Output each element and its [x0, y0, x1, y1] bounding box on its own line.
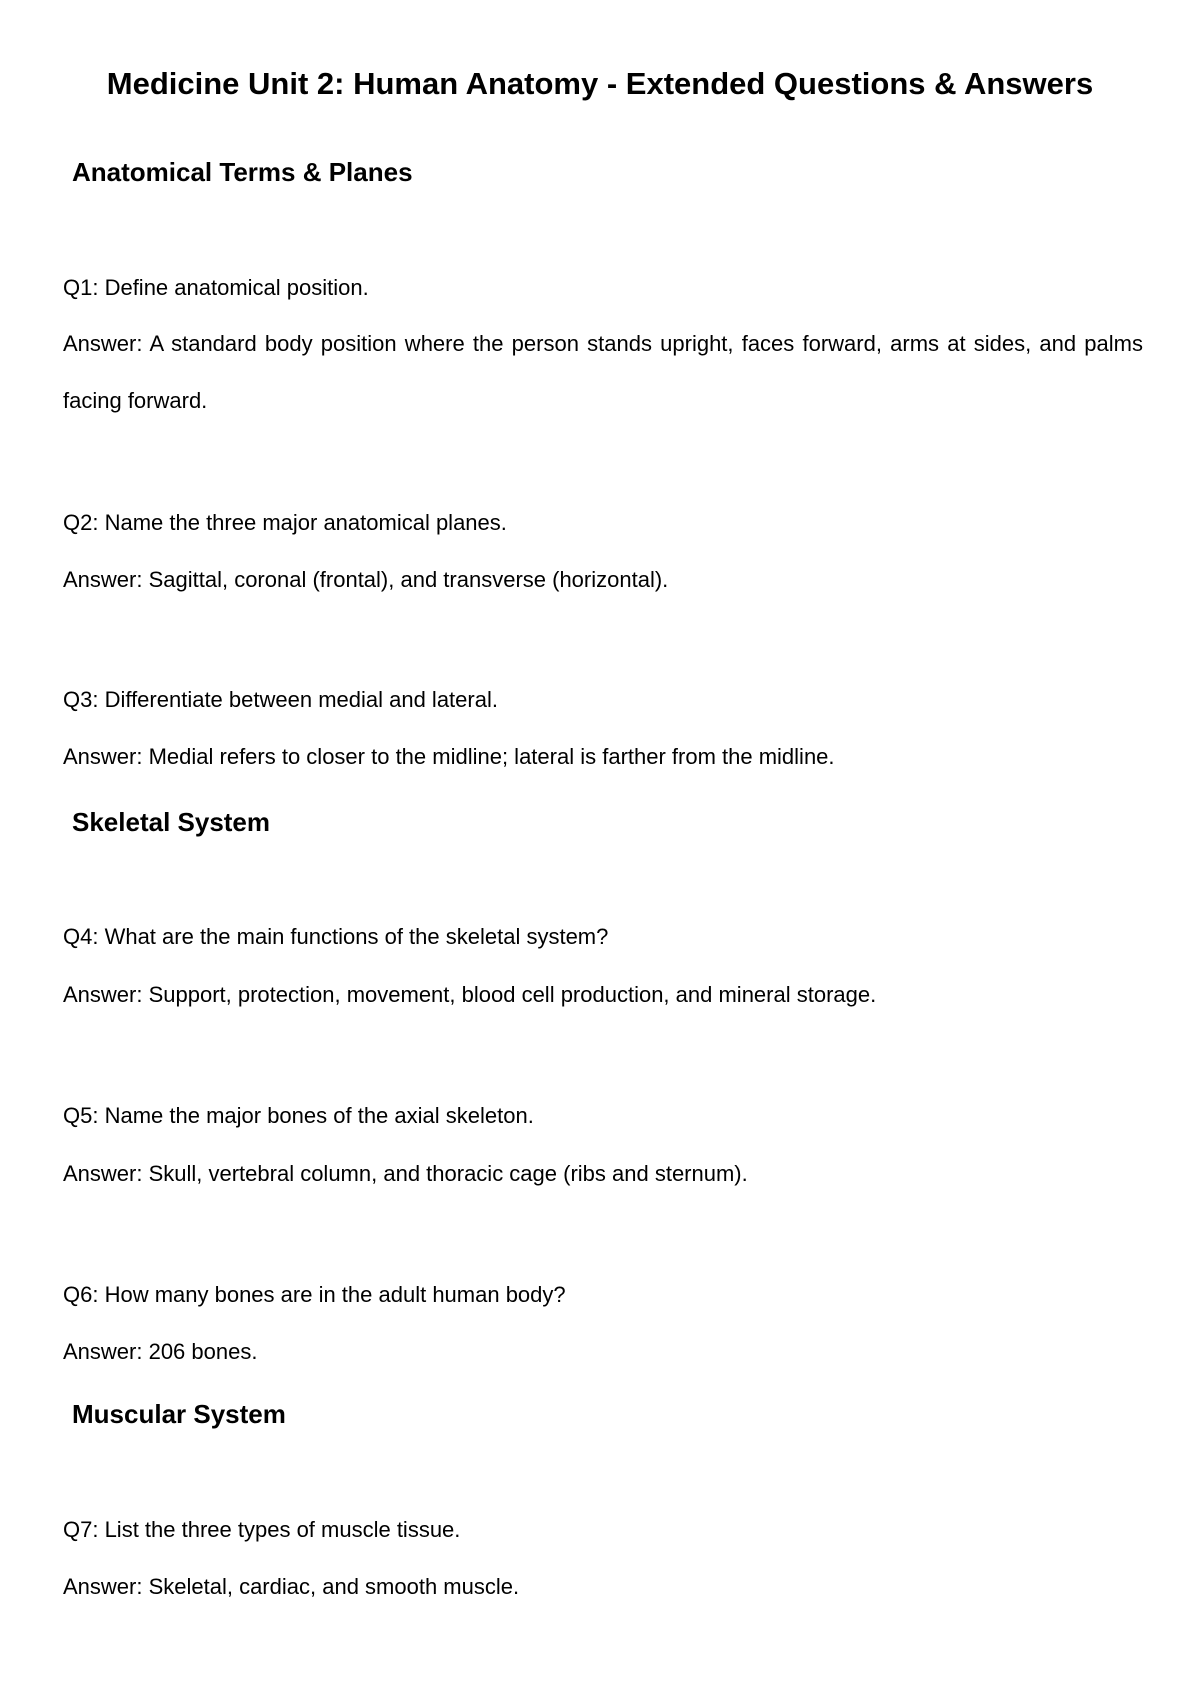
answer-q3: Answer: Medial refers to closer to the midline; lateral is farther from the midline.	[63, 744, 835, 769]
question-q4: Q4: What are the main functions of the skeletal system?	[63, 924, 609, 949]
answer-q7: Answer: Skeletal, cardiac, and smooth muscle.	[63, 1574, 520, 1599]
question-q1: Q1: Define anatomical position.	[63, 275, 369, 300]
answer-q1: Answer: A standard body position where the person stands upright, faces forward, arms at sides, and palms facing forward.	[63, 331, 1143, 413]
answer-q4: Answer: Support, protection, movement, blood cell production, and mineral storage.	[63, 982, 877, 1007]
question-q6: Q6: How many bones are in the adult human body?	[63, 1282, 566, 1307]
document-title: Medicine Unit 2: Human Anatomy - Extended Questions & Answers	[106, 66, 1094, 101]
question-q7: Q7: List the three types of muscle tissue.	[63, 1517, 461, 1542]
question-q3: Q3: Differentiate between medial and lateral.	[63, 687, 498, 712]
section-heading-muscular-system: Muscular System	[72, 1399, 286, 1429]
section-heading-skeletal-system: Skeletal System	[72, 807, 271, 837]
section-heading-anatomical-terms: Anatomical Terms & Planes	[72, 157, 413, 187]
answer-q2: Answer: Sagittal, coronal (frontal), and transverse (horizontal).	[63, 567, 669, 592]
question-q2: Q2: Name the three major anatomical planes.	[63, 510, 507, 535]
answer-q6: Answer: 206 bones.	[63, 1339, 258, 1364]
question-q5: Q5: Name the major bones of the axial skeleton.	[63, 1103, 534, 1128]
answer-q5: Answer: Skull, vertebral column, and thoracic cage (ribs and sternum).	[63, 1161, 748, 1186]
